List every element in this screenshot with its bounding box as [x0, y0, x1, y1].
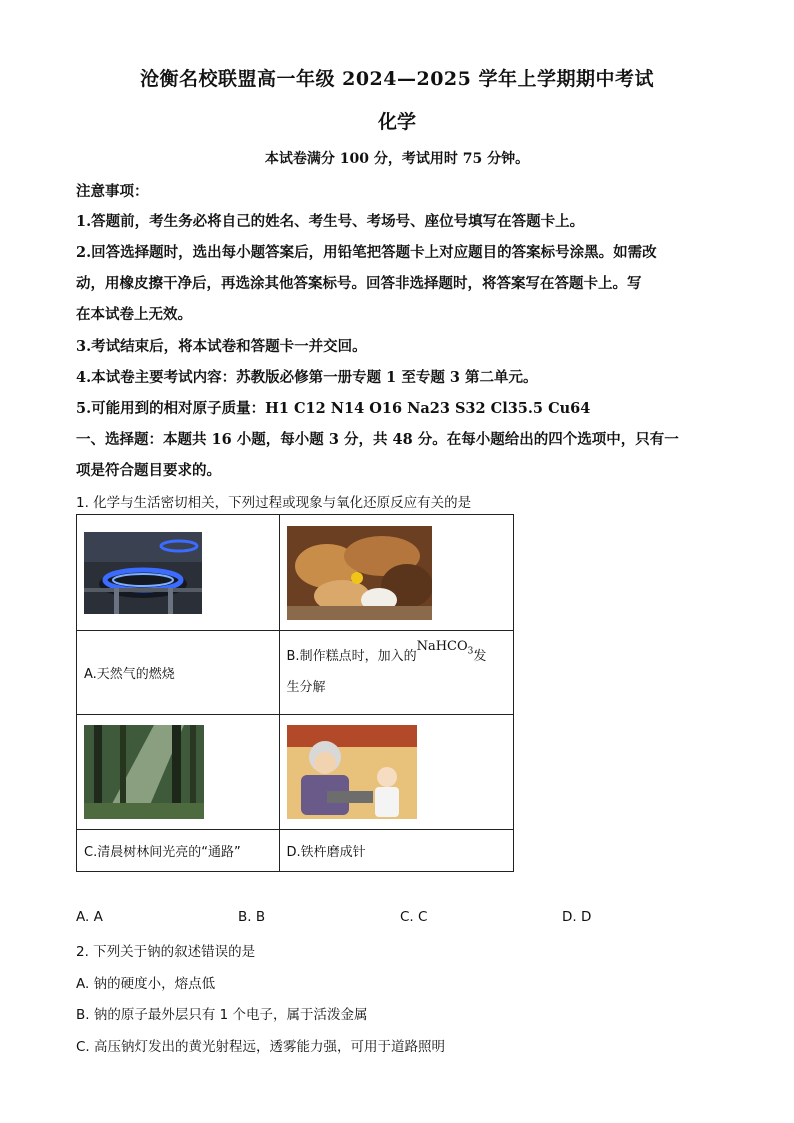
question-2-option: C. 高压钠灯发出的黄光射程远，透雾能力强，可用于道路照明	[76, 1039, 446, 1055]
notice-item: 4.本试卷主要考试内容：苏教版必修第一册专题 1 至专题 3 第二单元。	[76, 369, 538, 386]
question-1-table	[76, 514, 514, 872]
gas-flame-image	[84, 532, 202, 614]
section-heading: 一、选择题：本题共 16 小题，每小题 3 分，共 48 分。在每小题给出的四个选项中，只有一	[76, 431, 679, 448]
question-2-option: B. 钠的原子最外层只有 1 个电子，属于活泼金属	[76, 1007, 368, 1023]
exam-subject: 化学	[377, 111, 416, 133]
answer-option-c: C. C	[400, 909, 428, 925]
question-2-option: A. 钠的硬度小，熔点低	[76, 976, 216, 992]
cell-image-a	[77, 515, 280, 631]
forest-light-image	[84, 725, 204, 819]
cell-option-d	[279, 830, 513, 872]
answer-option-a: A. A	[76, 909, 103, 925]
cell-option-b: B.制作糕点时，加入的NaHCO$_3$发 生分解	[279, 631, 513, 715]
cell-image-c	[77, 715, 280, 830]
exam-title: 沧衡名校联盟高一年级 2024—2025 学年上学期期中考试	[140, 68, 654, 90]
notice-heading: 注意事项：	[76, 183, 149, 200]
option-a-text: A.天然气的燃烧	[84, 667, 175, 682]
notice-item: 2.回答选择题时，选出每小题答案后，用铅笔把答题卡上对应题目的答案标号涂黑。如需改	[76, 244, 657, 261]
answer-option-b: B. B	[238, 909, 266, 925]
cell-option-a	[77, 631, 280, 715]
option-c-text: C.清晨树林间光亮的“通路”	[84, 845, 241, 860]
exam-meta: 本试卷满分 100 分，考试用时 75 分钟。	[264, 151, 530, 167]
cell-image-b	[279, 515, 513, 631]
cell-option-c	[77, 830, 280, 872]
question-2-stem: 2. 下列关于钠的叙述错误的是	[76, 944, 256, 960]
question-1-stem: 1. 化学与生活密切相关，下列过程或现象与氧化还原反应有关的是	[76, 495, 472, 511]
notice-item: 在本试卷上无效。	[76, 306, 192, 323]
notice-item: 3.考试结束后，将本试卷和答题卡一并交回。	[76, 338, 367, 355]
cell-image-d	[279, 715, 513, 830]
notice-item: 1.答题前，考生务必将自己的姓名、考生号、考场号、座位号填写在答题卡上。	[76, 213, 585, 230]
option-d-text: D.铁杵磨成针	[286, 845, 366, 860]
bread-image	[287, 526, 432, 620]
section-heading-cont: 项是符合题目要求的。	[76, 462, 221, 479]
notice-item: 5.可能用到的相对原子质量：H1 C12 N14 O16 Na23 S32 Cl35.5 Cu64	[76, 400, 591, 417]
answer-option-d: D. D	[562, 909, 592, 925]
option-b-text: B.制作糕点时，加入的	[286, 649, 417, 665]
nahco3-formula: NaHCO$_3$	[416, 639, 474, 657]
option-b-text-cont: 生分解	[286, 679, 326, 695]
notice-item: 动，用橡皮擦干净后，再选涂其他答案标号。回答非选择题时，将答案写在答题卡上。写	[76, 275, 642, 292]
grinding-iron-rod-image	[287, 725, 417, 819]
